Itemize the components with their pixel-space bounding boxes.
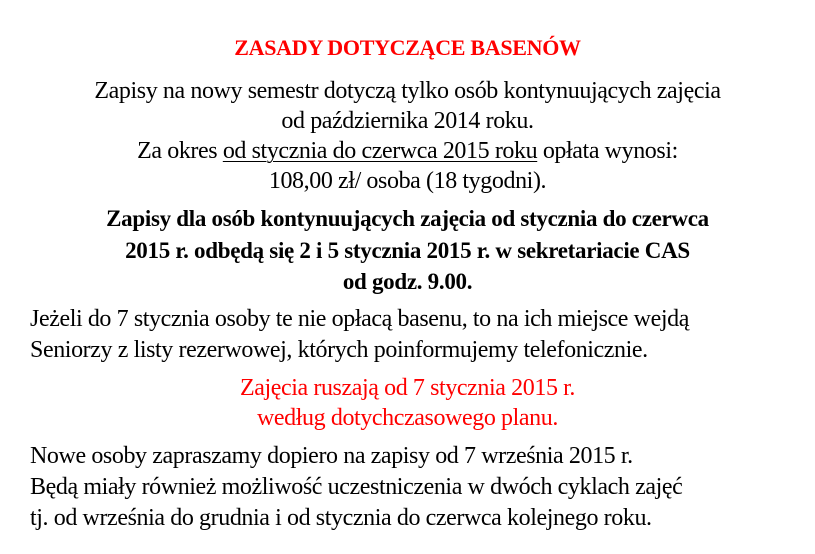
registration-line-2: 2015 r. odbędą się 2 i 5 stycznia 2015 r. w sekretariacie CAS bbox=[125, 238, 690, 263]
intro-line-3-prefix: Za okres bbox=[137, 138, 223, 164]
payment-note-line-2: Seniorzy z listy rezerwowej, których poinformujemy telefonicznie. bbox=[30, 337, 648, 363]
new-members-line-1: Nowe osoby zapraszamy dopiero na zapisy od 7 września 2015 r. bbox=[30, 443, 633, 469]
intro-line-2: od października 2014 roku. bbox=[281, 108, 534, 134]
intro-price-line: 108,00 zł/ osoba (18 tygodni). bbox=[268, 168, 547, 194]
registration-line-3: od godz. 9.00. bbox=[342, 269, 473, 294]
new-members-line-2: Będą miały również możliwość uczestniczenia w dwóch cyklach zajęć bbox=[30, 474, 683, 500]
intro-period-underlined: od stycznia do czerwca 2015 roku bbox=[222, 138, 538, 164]
intro-line-3-suffix: opłata wynosi: bbox=[537, 138, 678, 164]
start-notice-line-2: według dotychczasowego planu. bbox=[257, 405, 558, 431]
start-notice-line-1: Zajęcia ruszają od 7 stycznia 2015 r. bbox=[239, 375, 576, 401]
registration-line-1: Zapisy dla osób kontynuujących zajęcia od stycznia do czerwca bbox=[106, 206, 709, 231]
intro-line-3 bbox=[0, 139, 815, 163]
document-title: ZASADY DOTYCZĄCE BASENÓW bbox=[234, 35, 581, 60]
intro-line-1: Zapisy na nowy semestr dotyczą tylko osób kontynuujących zajęcia bbox=[94, 78, 721, 104]
new-members-line-3: tj. od września do grudnia i od stycznia do czerwca kolejnego roku. bbox=[30, 505, 652, 531]
payment-note-line-1: Jeżeli do 7 stycznia osoby te nie opłacą basenu, to na ich miejsce wejdą bbox=[30, 306, 689, 332]
